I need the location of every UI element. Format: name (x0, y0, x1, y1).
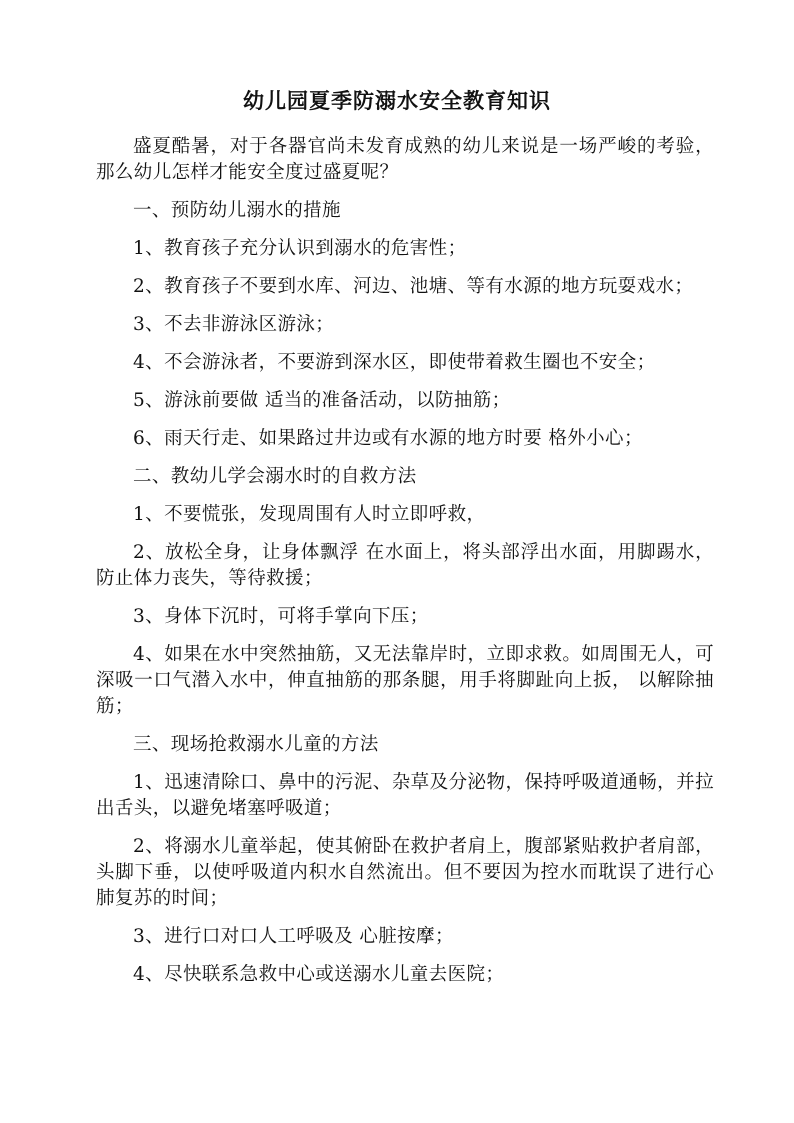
list-item: 2、将溺水儿童举起，使其俯卧在救护者肩上，腹部紧贴救护者肩部，头脚下垂，以使呼吸道内积水自然流出。但不要因为控水而耽误了进行心肺复苏的时间； (96, 836, 714, 909)
list-item: 4、不会游泳者，不要游到深水区，即使带着救生圈也不安全； (133, 352, 656, 373)
list-item: 1、迅速清除口、鼻中的污泥、杂草及分泌物，保持呼吸道通畅，并拉出舌头，以避免堵塞呼吸道； (96, 772, 714, 819)
list-item: 5、游泳前要做 适当的准备活动，以防抽筋； (133, 390, 511, 411)
list-item: 6、雨天行走、如果路过井边或有水源的地方时要 格外小心； (133, 428, 643, 449)
section-heading-self-rescue: 二、教幼儿学会溺水时的自救方法 (133, 466, 417, 487)
section-heading-prevention: 一、预防幼儿溺水的措施 (133, 200, 341, 221)
list-item: 1、不要慌张，发现周围有人时立即呼救， (133, 504, 486, 525)
list-item: 3、不去非游泳区游泳； (133, 314, 335, 335)
list-item: 1、教育孩子充分认识到溺水的危害性； (133, 238, 467, 259)
list-item: 4、如果在水中突然抽筋，又无法靠岸时，立即求救。如周围无人，可深吸一口气潜入水中，伸直抽筋的那条腿，用手将脚趾向上扳， 以解除抽筋； (96, 644, 714, 717)
intro-paragraph: 盛夏酷暑，对于各器官尚未发育成熟的幼儿来说是一场严峻的考验，那么幼儿怎样才能安全度过盛夏呢？ (96, 136, 714, 183)
list-item: 2、教育孩子不要到水库、河边、池塘、等有水源的地方玩耍戏水； (133, 276, 694, 297)
document-title: 幼儿园夏季防溺水安全教育知识 (243, 88, 551, 113)
section-heading-onsite-rescue: 三、现场抢救溺水儿童的方法 (133, 734, 379, 755)
list-item: 4、尽快联系急救中心或送溺水儿童去医院； (133, 964, 505, 985)
list-item: 2、放松全身，让身体飘浮 在水面上，将头部浮出水面，用脚踢水，防止体力丧失，等待救援； (96, 542, 714, 589)
list-item: 3、身体下沉时，可将手掌向下压； (133, 606, 429, 627)
document-body (96, 134, 714, 1000)
list-item: 3、进行口对口人工呼吸及 心脏按摩； (133, 926, 454, 947)
